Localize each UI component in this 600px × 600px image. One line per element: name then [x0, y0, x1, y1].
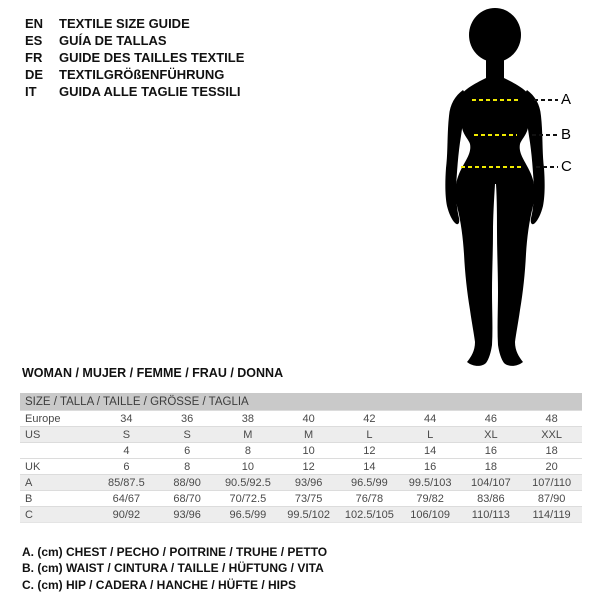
size-cell: 14 [400, 443, 461, 459]
size-cell: 20 [521, 459, 582, 475]
language-code: DE [25, 67, 44, 82]
size-cell: 46 [461, 411, 522, 427]
language-row [25, 15, 244, 32]
size-cell: 6 [96, 459, 157, 475]
row-label: B [20, 491, 96, 507]
size-cell: 73/75 [278, 491, 339, 507]
marker-b-label: B [561, 126, 572, 143]
size-cell: 99.5/102 [278, 507, 339, 523]
language-code: IT [25, 84, 37, 99]
row-label: C [20, 507, 96, 523]
size-cell: 64/67 [96, 491, 157, 507]
size-cell: 93/96 [278, 475, 339, 491]
legend-line: C. (cm) HIP / CADERA / HANCHE / HÜFTE / HIPS [22, 577, 297, 592]
size-cell: 70/72.5 [218, 491, 279, 507]
size-cell: 40 [278, 411, 339, 427]
size-cell: 44 [400, 411, 461, 427]
language-name: GUÍA DE TALLAS [59, 33, 167, 48]
table-row [20, 475, 582, 491]
size-cell: 8 [218, 443, 279, 459]
size-cell: 42 [339, 411, 400, 427]
size-cell: 90/92 [96, 507, 157, 523]
size-cell: 12 [339, 443, 400, 459]
size-cell: 38 [218, 411, 279, 427]
size-cell: 90.5/92.5 [218, 475, 279, 491]
size-cell: 18 [521, 443, 582, 459]
size-cell: 6 [157, 443, 218, 459]
size-cell: 16 [400, 459, 461, 475]
size-table [20, 393, 582, 523]
silhouette-torso-legs [455, 50, 534, 366]
marker-c-label: C [561, 158, 572, 175]
measurement-legend [22, 544, 327, 593]
marker-a-label: A [561, 91, 572, 108]
language-row [25, 83, 244, 100]
size-cell: 34 [96, 411, 157, 427]
size-table-header: SIZE / TALLA / TAILLE / GRÖSSE / TAGLIA [20, 393, 582, 411]
size-cell: 10 [218, 459, 279, 475]
table-row [20, 491, 582, 507]
language-name: GUIDE DES TAILLES TEXTILE [59, 50, 245, 65]
size-cell: 16 [461, 443, 522, 459]
silhouette-shape [445, 8, 544, 366]
language-name: GUIDA ALLE TAGLIE TESSILI [59, 84, 241, 99]
size-cell: 88/90 [157, 475, 218, 491]
row-label [20, 443, 96, 459]
row-label: A [20, 475, 96, 491]
size-cell: 36 [157, 411, 218, 427]
size-cell: 76/78 [339, 491, 400, 507]
size-cell: 10 [278, 443, 339, 459]
language-row [25, 49, 244, 66]
size-cell: 18 [461, 459, 522, 475]
table-row [20, 507, 582, 523]
language-code: FR [25, 50, 43, 65]
size-cell: XL [461, 427, 522, 443]
size-cell: 114/119 [521, 507, 582, 523]
row-label: Europe [20, 411, 96, 427]
size-cell: 106/109 [400, 507, 461, 523]
size-cell: 85/87.5 [96, 475, 157, 491]
size-cell: M [278, 427, 339, 443]
size-cell: L [339, 427, 400, 443]
size-cell: M [218, 427, 279, 443]
row-label: UK [20, 459, 96, 475]
table-row [20, 459, 582, 475]
language-name: TEXTILE SIZE GUIDE [59, 16, 190, 31]
size-cell: 107/110 [521, 475, 582, 491]
size-cell: 68/70 [157, 491, 218, 507]
size-cell: 8 [157, 459, 218, 475]
size-cell: S [157, 427, 218, 443]
section-title: WOMAN / MUJER / FEMME / FRAU / DONNA [22, 366, 284, 380]
size-cell: 93/96 [157, 507, 218, 523]
size-cell: 4 [96, 443, 157, 459]
table-row [20, 427, 582, 443]
size-cell: S [96, 427, 157, 443]
size-cell: 83/86 [461, 491, 522, 507]
size-cell: 96.5/99 [339, 475, 400, 491]
size-cell: 79/82 [400, 491, 461, 507]
size-cell: 102.5/105 [339, 507, 400, 523]
size-cell: 87/90 [521, 491, 582, 507]
row-label: US [20, 427, 96, 443]
language-code: EN [25, 16, 44, 31]
table-row [20, 411, 582, 427]
legend-line: B. (cm) WAIST / CINTURA / TAILLE / HÜFTUNG / VITA [22, 561, 324, 576]
size-cell: 99.5/103 [400, 475, 461, 491]
size-cell: 48 [521, 411, 582, 427]
language-row [25, 66, 244, 83]
language-code: ES [25, 33, 43, 48]
size-cell: 14 [339, 459, 400, 475]
size-cell: L [400, 427, 461, 443]
woman-silhouette [400, 4, 590, 366]
table-row [20, 443, 582, 459]
legend-line: A. (cm) CHEST / PECHO / POITRINE / TRUHE / PETTO [22, 545, 328, 559]
language-list [25, 15, 244, 100]
size-cell: 110/113 [461, 507, 522, 523]
language-row [25, 32, 244, 49]
size-cell: 12 [278, 459, 339, 475]
size-cell: 96.5/99 [218, 507, 279, 523]
size-cell: XXL [521, 427, 582, 443]
size-cell: 104/107 [461, 475, 522, 491]
size-table-header-row [20, 393, 582, 411]
language-name: TEXTILGRÖßENFÜHRUNG [59, 67, 225, 82]
